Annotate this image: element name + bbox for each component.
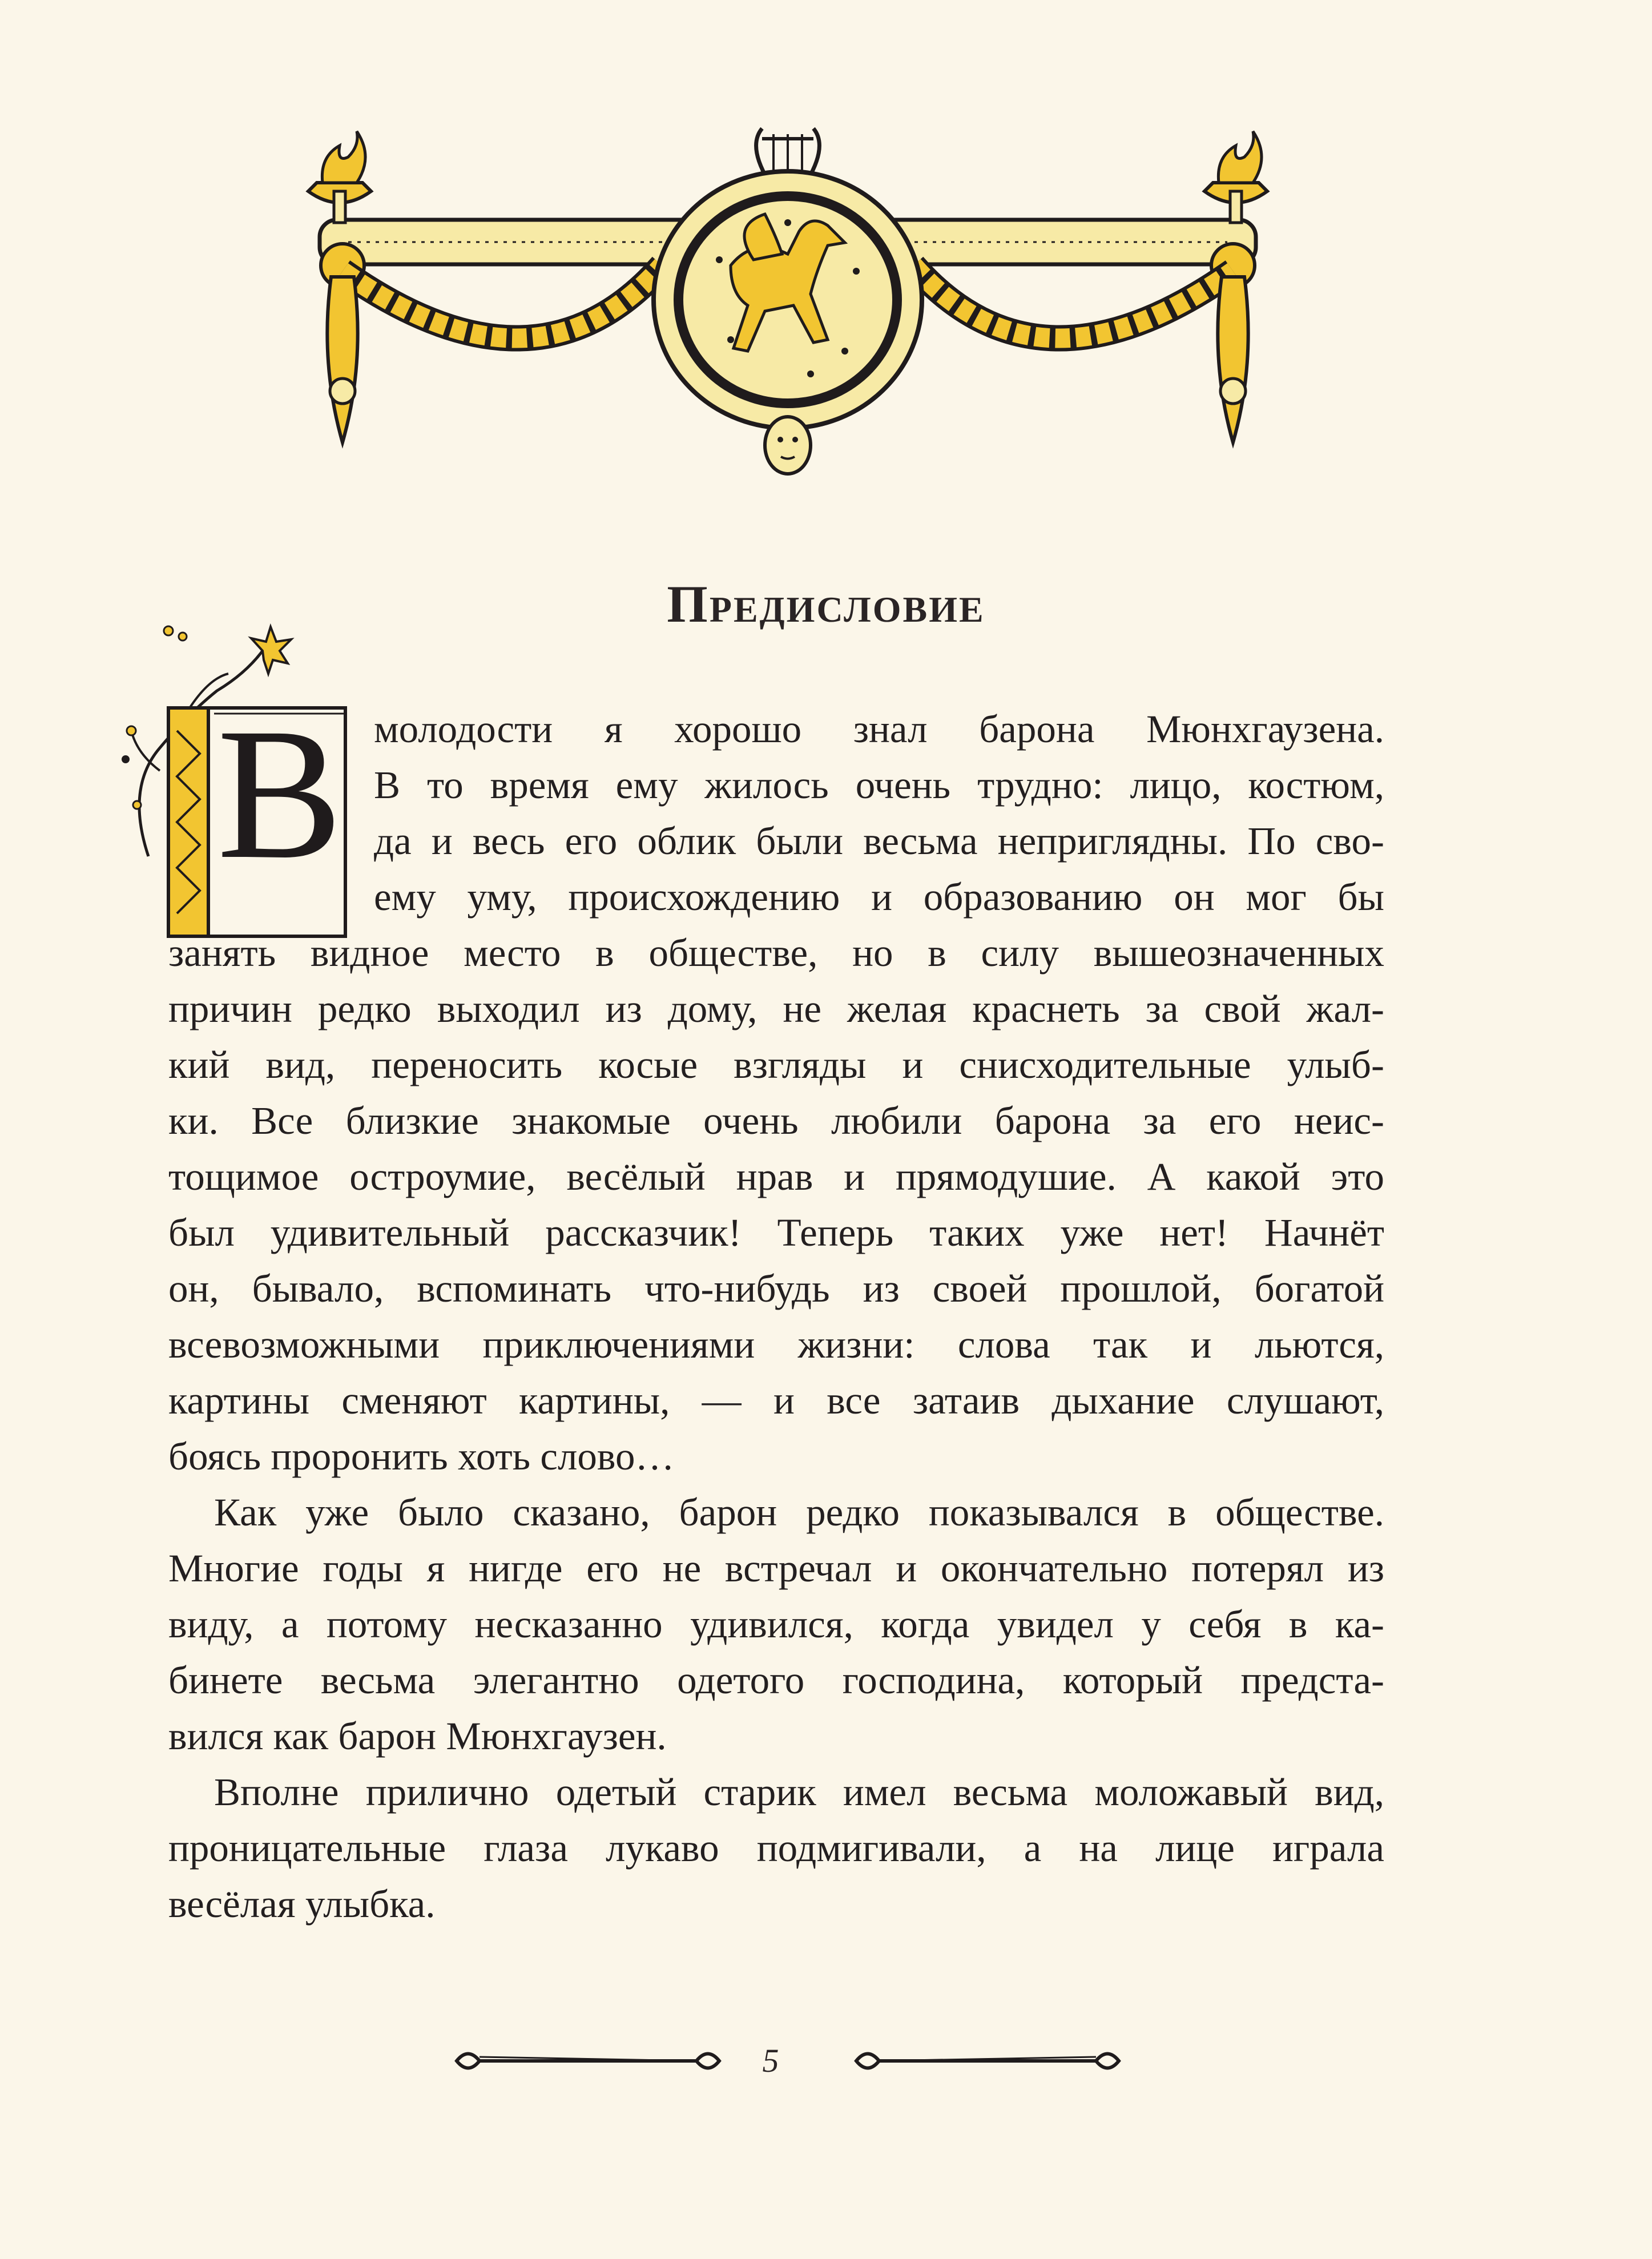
text-line: да и весь его облик были весьма неприглядны. По сво- <box>374 819 1384 863</box>
text-line: ему уму, происхождению и образованию он мог бы <box>374 875 1384 919</box>
page-number: 5 <box>762 2042 779 2079</box>
text-line: тощимое остроумие, весёлый нрав и прямодушие. А какой это <box>168 1155 1384 1198</box>
drop-cap-letter: В <box>217 690 343 898</box>
right-flame-urn-icon <box>1204 131 1267 223</box>
text-line: боясь проронить хоть слово… <box>168 1435 675 1478</box>
text-line: был удивительный рассказчик! Теперь таких уже нет! Начнёт <box>168 1211 1384 1254</box>
text-line: всевозможными приключениями жизни: слова так и льются, <box>168 1323 1384 1366</box>
text-line: занять видное место в обществе, но в силу вышеозначенных <box>168 931 1384 975</box>
text-line: Как уже было сказано, барон редко показывался в обществе. <box>214 1491 1384 1534</box>
text-line: проницательные глаза лукаво подмигивали, а на лице играла <box>168 1826 1384 1870</box>
text-line: кий вид, переносить косые взгляды и снисходительные улыб- <box>168 1043 1384 1086</box>
folio-ornament <box>445 2035 1210 2087</box>
text-line: виду, а потому несказанно удивился, когда увидел у себя в ка- <box>168 1602 1384 1646</box>
text-line: картины сменяют картины, — и все затаив дыхание слушают, <box>168 1379 1384 1422</box>
text-line: весёлая улыбка. <box>168 1882 436 1926</box>
left-pendant-icon <box>327 277 357 442</box>
text-line: вился как барон Мюнхгаузен. <box>168 1714 667 1758</box>
right-pendant-icon <box>1218 277 1248 442</box>
text-line: ки. Все близкие знакомые очень любили барона за его неис- <box>168 1099 1384 1142</box>
text-line: В то время ему жилось очень трудно: лицо, костюм, <box>374 763 1384 807</box>
text-line: Вполне прилично одетый старик имел весьма моложавый вид, <box>214 1770 1384 1814</box>
text-line: бинете весьма элегантно одетого господина, который предста- <box>168 1658 1384 1702</box>
headpiece-ornament <box>297 123 1279 494</box>
text-line: Многие годы я нигде его не встречал и окончательно потерял из <box>168 1547 1384 1590</box>
mask-icon <box>765 417 811 474</box>
left-flame-urn-icon <box>308 131 371 223</box>
right-flourish-icon <box>856 2054 1119 2068</box>
chapter-title: Предисловие <box>667 575 985 633</box>
text-line: причин редко выходил из дому, не желая краснеть за свой жал- <box>168 987 1384 1030</box>
left-flourish-icon <box>457 2054 719 2068</box>
text-line: молодости я хорошо знал барона Мюнхгаузена. <box>374 707 1384 751</box>
text-line: он, бывало, вспоминать что-нибудь из своей прошлой, богатой <box>168 1267 1384 1310</box>
